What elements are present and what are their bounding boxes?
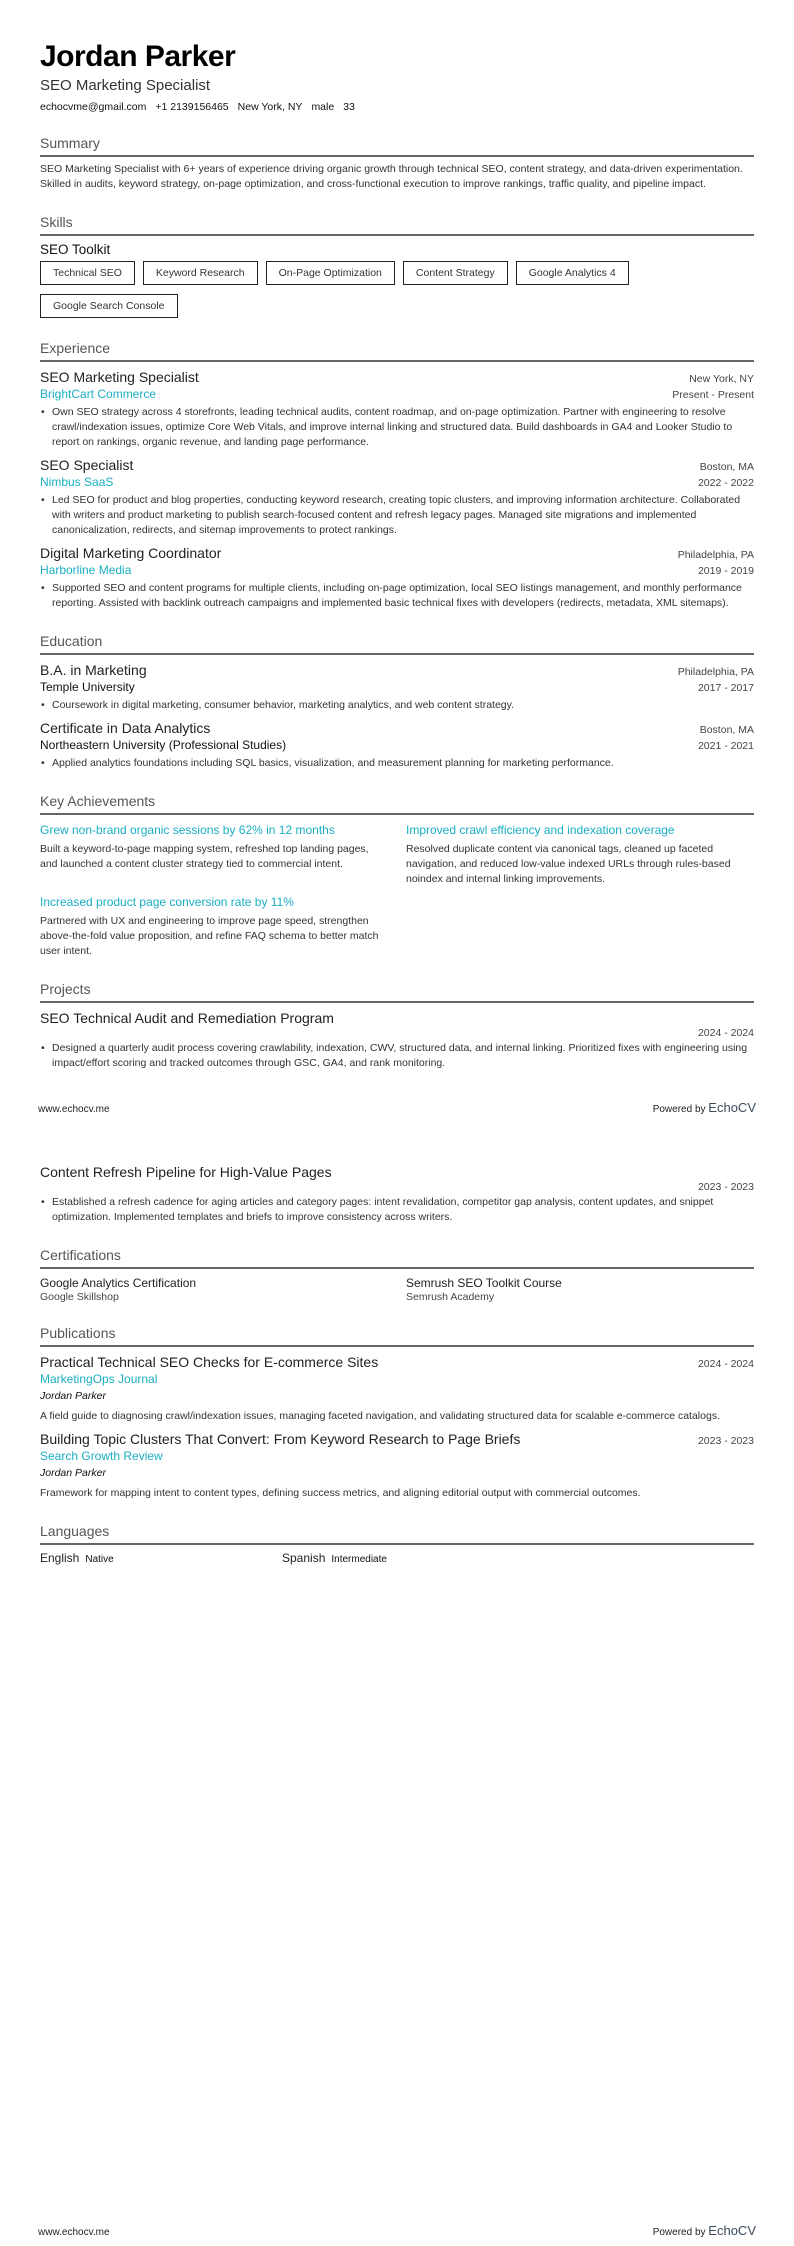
skills-section xyxy=(40,214,754,318)
candidate-title: SEO Marketing Specialist xyxy=(40,77,211,94)
experience-entry xyxy=(40,456,754,538)
certification-name: Semrush SEO Toolkit Course xyxy=(406,1276,562,1290)
achievement-desc: Resolved duplicate content via canonical tags, cleaned up faceted navigation, and reduced low-value indexed URLs through rules-based noindex and internal linking improvements. xyxy=(406,843,731,885)
certification-name: Google Analytics Certification xyxy=(40,1276,197,1290)
section-heading: Experience xyxy=(40,340,754,362)
language-item xyxy=(40,1551,282,1565)
page-footer xyxy=(38,2223,756,2238)
footer-site-link[interactable]: www.echocv.me xyxy=(38,2227,110,2238)
powered-by-label: Powered by xyxy=(652,1104,706,1115)
certification-issuer: Semrush Academy xyxy=(406,1291,495,1303)
publication-entry xyxy=(40,1353,754,1424)
certification-issuer: Google Skillshop xyxy=(40,1291,119,1303)
languages-section xyxy=(40,1523,754,1565)
contact-info xyxy=(40,101,754,113)
education-section xyxy=(40,633,754,771)
project-bullet: • Established a refresh cadence for aging articles and category pages: intent revalidation, competitor gap analysis, content updates, and snippet optimization. Implemented templates and briefs to improve consistency across writers. xyxy=(52,1195,754,1225)
school-location: Philadelphia, PA xyxy=(677,666,754,678)
achievement-item xyxy=(40,822,388,887)
contact-gender: male xyxy=(311,101,335,113)
experience-entry xyxy=(40,544,754,611)
language-level: Native xyxy=(85,1554,114,1565)
skill-group-title: SEO Toolkit xyxy=(40,242,111,257)
skill-tags xyxy=(40,261,754,318)
job-dates: 2019 - 2019 xyxy=(697,565,754,577)
school-name: Temple University xyxy=(40,680,135,694)
publication-dates: 2024 - 2024 xyxy=(697,1358,754,1370)
skill-tag: Keyword Research xyxy=(143,261,258,285)
project-entry xyxy=(40,1163,754,1225)
achievement-desc: Built a keyword-to-page mapping system, refreshed top landing pages, and launched a content cluster strategy tied to commercial intent. xyxy=(40,843,369,870)
resume-page-2 xyxy=(0,1123,794,2246)
publisher: Search Growth Review xyxy=(40,1449,163,1463)
contact-email: echocvme@gmail.com xyxy=(40,101,147,113)
company-name: Harborline Media xyxy=(40,563,132,577)
powered-by-label: Powered by xyxy=(652,2227,706,2238)
achievement-item xyxy=(40,894,388,959)
achievement-item xyxy=(406,822,754,887)
education-entry xyxy=(40,661,754,713)
skill-tag: Google Search Console xyxy=(40,294,178,318)
project-entry xyxy=(40,1009,754,1071)
experience-section xyxy=(40,340,754,611)
section-heading: Summary xyxy=(40,135,754,157)
publication-title: Practical Technical SEO Checks for E-commerce Sites xyxy=(40,1354,379,1370)
candidate-name: Jordan Parker xyxy=(40,40,236,73)
achievement-desc: Partnered with UX and engineering to improve page speed, strengthen above-the-fold value proposition, and refine FAQ schema to better match user intent. xyxy=(40,915,379,957)
summary-section xyxy=(40,135,754,192)
project-bullet: • Designed a quarterly audit process covering crawlability, indexation, CWV, structured data, and internal linking. Prioritized fixes with engineering using impact/effort scoring and tracked outcomes through GSC, GA4, and rank monitoring. xyxy=(52,1041,754,1071)
education-dates: 2021 - 2021 xyxy=(697,740,754,752)
job-bullet: • Led SEO for product and blog properties, conducting keyword research, creating topic clusters, and improving information architecture. Collaborated with writers and product marketing to publish search-focused content and refresh legacy pages. Managed site migrations and implemented canonicalization, redirects, and sitemap improvements to protect rankings. xyxy=(52,493,754,538)
certification-item xyxy=(40,1269,388,1303)
publication-desc: Framework for mapping intent to content types, defining success metrics, and aligning editorial output with commercial outcomes. xyxy=(40,1487,641,1499)
job-dates: Present - Present xyxy=(672,389,754,401)
degree: Certificate in Data Analytics xyxy=(40,720,211,736)
brand-logo: EchoCV xyxy=(708,1100,756,1115)
section-heading: Key Achievements xyxy=(40,793,754,815)
footer-powered-by xyxy=(653,2223,756,2238)
language-item xyxy=(282,1551,524,1565)
job-location: Philadelphia, PA xyxy=(677,549,754,561)
achievement-title: Increased product page conversion rate by 11% xyxy=(40,895,294,909)
education-bullet: • Coursework in digital marketing, consumer behavior, marketing analytics, and web content strategy. xyxy=(52,698,754,713)
project-dates: 2024 - 2024 xyxy=(697,1027,754,1039)
education-dates: 2017 - 2017 xyxy=(697,682,754,694)
company-name: Nimbus SaaS xyxy=(40,475,114,489)
section-heading: Projects xyxy=(40,981,754,1003)
certifications-section xyxy=(40,1247,754,1303)
language-name: Spanish xyxy=(282,1551,326,1565)
summary-text: SEO Marketing Specialist with 6+ years of experience driving organic growth through technical SEO, content strategy, and data-driven experimentation. Skilled in audits, keyword strategy, on-page optimization, and cross-functional execution to improve rankings, traffic quality, and pipeline impact. xyxy=(40,163,743,190)
publications-section xyxy=(40,1325,754,1501)
project-title: Content Refresh Pipeline for High-Value Pages xyxy=(40,1164,332,1180)
experience-entry xyxy=(40,368,754,450)
job-title: Digital Marketing Coordinator xyxy=(40,545,222,561)
section-heading: Skills xyxy=(40,214,754,236)
job-title: SEO Specialist xyxy=(40,457,134,473)
achievement-title: Improved crawl efficiency and indexation coverage xyxy=(406,823,675,837)
publication-dates: 2023 - 2023 xyxy=(697,1435,754,1447)
education-entry xyxy=(40,719,754,771)
section-heading: Languages xyxy=(40,1523,754,1545)
skill-tag: Google Analytics 4 xyxy=(516,261,629,285)
contact-phone: +1 2139156465 xyxy=(155,101,229,113)
skill-tag: Technical SEO xyxy=(40,261,135,285)
achievements-section xyxy=(40,793,754,959)
skill-tag: On-Page Optimization xyxy=(266,261,395,285)
section-heading: Certifications xyxy=(40,1247,754,1269)
publication-author: Jordan Parker xyxy=(40,1467,106,1479)
project-title: SEO Technical Audit and Remediation Program xyxy=(40,1010,334,1026)
job-location: New York, NY xyxy=(689,373,754,385)
job-dates: 2022 - 2022 xyxy=(697,477,754,489)
publisher: MarketingOps Journal xyxy=(40,1372,158,1386)
achievement-title: Grew non-brand organic sessions by 62% in 12 months xyxy=(40,823,335,837)
degree: B.A. in Marketing xyxy=(40,662,147,678)
language-name: English xyxy=(40,1551,80,1565)
company-name: BrightCart Commerce xyxy=(40,387,157,401)
project-dates: 2023 - 2023 xyxy=(697,1181,754,1193)
page-footer xyxy=(38,1100,756,1115)
brand-logo: EchoCV xyxy=(708,2223,756,2238)
contact-location: New York, NY xyxy=(237,101,303,113)
section-heading: Publications xyxy=(40,1325,754,1347)
publication-entry xyxy=(40,1430,754,1501)
projects-section xyxy=(40,981,754,1071)
school-location: Boston, MA xyxy=(699,724,754,736)
footer-powered-by xyxy=(653,1100,756,1115)
certification-item xyxy=(406,1269,754,1303)
footer-site-link[interactable]: www.echocv.me xyxy=(38,1104,110,1115)
publication-author: Jordan Parker xyxy=(40,1390,106,1402)
job-bullet: • Supported SEO and content programs for multiple clients, including on-page optimization, local SEO listings management, and monthly performance reporting. Assisted with backlink outreach campaigns and implemented basic technical fixes with developers (redirects, metadata, XML sitemaps). xyxy=(52,581,754,611)
school-name: Northeastern University (Professional Studies) xyxy=(40,738,287,752)
contact-age: 33 xyxy=(343,101,355,113)
publication-title: Building Topic Clusters That Convert: From Keyword Research to Page Briefs xyxy=(40,1431,521,1447)
language-level: Intermediate xyxy=(331,1554,387,1565)
job-bullet: • Own SEO strategy across 4 storefronts, leading technical audits, content roadmap, and on-page optimization. Partner with engineering to resolve crawl/indexation issues, optimize Core Web Vitals, and improve internal linking and structured data. Build dashboards in GA4 and Looker Studio to report on rankings, organic revenue, and landing page performance. xyxy=(52,405,754,450)
publication-desc: A field guide to diagnosing crawl/indexation issues, managing faceted navigation, and validating structured data for scalable e-commerce catalogs. xyxy=(40,1410,720,1422)
section-heading: Education xyxy=(40,633,754,655)
job-title: SEO Marketing Specialist xyxy=(40,369,199,385)
education-bullet: • Applied analytics foundations including SQL basics, visualization, and measurement planning for marketing performance. xyxy=(52,756,754,771)
job-location: Boston, MA xyxy=(699,461,754,473)
skill-tag: Content Strategy xyxy=(403,261,508,285)
